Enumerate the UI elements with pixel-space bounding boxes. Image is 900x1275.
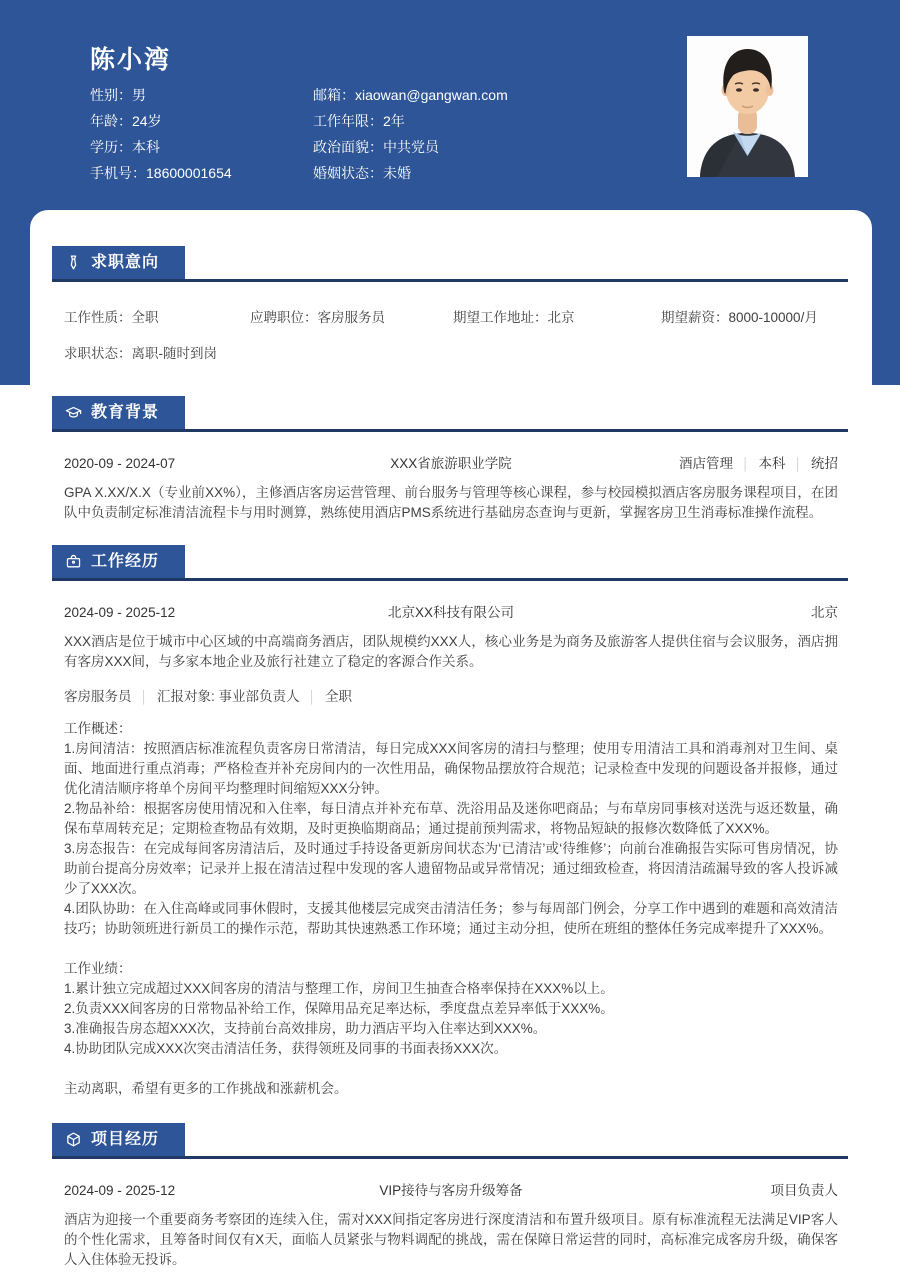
project-role: 项目负责人 [770, 1183, 838, 1198]
work-overview-item: 3.房态报告：在完成每间客房清洁后，及时通过手持设备更新房间状态为‘已清洁’或‘待维修’；向前台准确报告实际可售房情况，协助前台提高分房效率；记录并上报在清洁过程中发现的客人遗留物品或异常情况；通过细致检查，将因清洁疏漏导致的客人投诉减少了XXX次。 [64, 841, 838, 896]
info-field-gender [90, 85, 313, 105]
work-role: 客房服务员 [64, 689, 132, 704]
work-entry-row [64, 601, 838, 621]
personal-info-grid [90, 82, 508, 186]
intention-field [64, 306, 250, 326]
graduation-cap-icon [65, 404, 82, 421]
field-label: 手机号： [90, 165, 146, 181]
section-title-text: 工作经历 [91, 552, 160, 570]
field-value: 男 [132, 87, 146, 103]
id-photo [687, 36, 808, 177]
company-intro: XXX酒店是位于城市中心区域的中高端商务酒店，团队规模约XXX人，核心业务是为商务及旅游客人提供住宿与会议服务，酒店拥有客房XXX间，与多家本地企业及旅行社建立了稳定的客源合作关系。 [64, 634, 838, 669]
project-entry-row [64, 1179, 838, 1199]
work-job-type: 全职 [325, 689, 353, 704]
work-overview-item: 2.物品补给：根据客房使用情况和入住率，每日清点并补充布草、洗浴用品及迷你吧商品；与布草房同事核对送洗与返还数量，确保布草周转充足；定期检查物品有效期，及时更换临期商品；通过提前预判需求，将物品短缺的报修次数降低了XXX%。 [64, 801, 838, 836]
section-intention-header [52, 246, 848, 282]
section-intention-body [30, 306, 872, 362]
section-title-text: 教育背景 [91, 403, 160, 421]
field-value: 未婚 [383, 165, 411, 181]
project-description: 酒店为迎接一个重要商务考察团的连续入住，需对XXX间指定客房进行深度清洁和布置升级项目。原有标准流程无法满足VIP客人的个性化需求，且筹备时间仅有X天，面临人员紧张与物料调配的挑战，需在保障日常运营的同时，高标准完成客房升级，确保客人入住体验无投诉。 [64, 1212, 838, 1267]
divider [733, 456, 759, 471]
work-overview-item: 1.房间清洁：按照酒店标准流程负责客房日常清洁，每日完成XXX间客房的清扫与整理；使用专用清洁工具和消毒剂对卫生间、桌面、地面进行重点消毒；严格检查并补充房间内的一次性用品，确保物品摆放符合规范；记录检查中发现的问题设备并报修，通过优化清洁顺序将单个房间平均整理时间缩短XXX分钟。 [64, 741, 838, 796]
field-value: 本科 [132, 139, 160, 155]
portrait-illustration [687, 36, 808, 177]
intention-row-2 [64, 342, 838, 362]
field-label: 求职状态： [64, 346, 132, 361]
work-overview-item: 4.团队协助：在入住高峰或同事休假时，支援其他楼层完成突击清洁任务；参与每周部门例会，分享工作中遇到的难题和高效清洁技巧；协助领班进行新员工的操作示范，帮助其快速熟悉工作环境；通过主动分担，使所在班组的整体任务完成率提升了XXX%。 [64, 901, 838, 936]
project-period: 2024-09 - 2025-12 [64, 1183, 176, 1198]
field-label: 工作性质： [64, 310, 132, 325]
field-value: 2年 [383, 113, 405, 129]
field-value: 中共党员 [383, 139, 439, 155]
work-company: 北京XX科技有限公司 [387, 605, 514, 620]
cube-icon [65, 1131, 82, 1148]
field-label: 应聘职位： [250, 310, 318, 325]
info-field-degree [90, 137, 313, 157]
work-achievements-title: 工作业绩： [64, 961, 132, 976]
work-overview-title: 工作概述： [64, 721, 132, 736]
field-label: 邮箱： [313, 87, 355, 103]
info-field-political-status [313, 137, 508, 157]
briefcase-icon [65, 553, 82, 570]
project-name: VIP接待与客房升级筹备 [379, 1183, 523, 1198]
field-value: 北京 [547, 310, 575, 325]
section-project-title [52, 1123, 185, 1156]
info-field-age [90, 111, 313, 131]
info-field-marital-status [313, 163, 508, 183]
resume-card [30, 210, 872, 1275]
field-label: 工作年限： [313, 113, 383, 129]
field-value: 8000-10000/月 [728, 310, 818, 325]
section-title-text: 项目经历 [91, 1130, 160, 1148]
divider [786, 456, 812, 471]
education-tags [628, 452, 838, 472]
field-label: 学历： [90, 139, 132, 155]
intention-field [64, 342, 838, 362]
intention-field [250, 306, 453, 326]
candidate-name: 陈小湾 [90, 46, 172, 74]
work-achievement-item: 2.负责XXX间客房的日常物品补给工作，保障用品充足率达标，季度盘点差异率低于XXX%。 [64, 1001, 614, 1016]
work-role-line [64, 685, 838, 705]
work-overview-block [64, 719, 838, 1099]
education-period: 2020-09 - 2024-07 [64, 456, 176, 471]
work-achievement-item: 3.准确报告房态超XXX次，支持前台高效排房，助力酒店平均入住率达到XXX%。 [64, 1021, 547, 1036]
field-label: 期望工作地址： [453, 310, 548, 325]
info-field-email [313, 85, 508, 105]
info-field-experience-years [313, 111, 508, 131]
section-work-header [52, 545, 848, 581]
field-value: 18600001654 [146, 165, 232, 181]
education-description: GPA X.XX/X.X（专业前XX%），主修酒店客房运营管理、前台服务与管理等核心课程，参与校园模拟酒店客房服务课程项目，在团队中负责制定标准清洁流程卡与用时测算，熟练使用酒店PMS系统进行基础房态查询与更新，掌握客房卫生消毒标准操作流程。 [64, 485, 838, 520]
education-admission-type: 统招 [811, 456, 838, 471]
field-label: 婚姻状态： [313, 165, 383, 181]
field-label: 性别： [90, 87, 132, 103]
education-entry-row [64, 452, 838, 472]
intention-row-1 [64, 306, 838, 326]
field-label: 年龄： [90, 113, 132, 129]
work-location: 北京 [811, 605, 838, 620]
education-major: 酒店管理 [679, 456, 733, 471]
education-school: XXX省旅游职业学院 [390, 456, 512, 471]
field-label: 政治面貌： [313, 139, 383, 155]
info-field-phone [90, 163, 313, 183]
section-project-body [30, 1179, 872, 1270]
tie-icon [65, 254, 82, 271]
section-work-title [52, 545, 185, 578]
field-value: 全职 [131, 310, 159, 325]
section-project-header [52, 1123, 848, 1159]
intention-field [453, 306, 661, 326]
divider [300, 689, 326, 704]
field-value: 客房服务员 [317, 310, 385, 325]
field-label: 期望薪资： [661, 310, 729, 325]
intention-field [661, 306, 838, 326]
field-value: 离职-随时到岗 [131, 346, 217, 361]
field-value: xiaowan@gangwan.com [355, 87, 508, 103]
work-period: 2024-09 - 2025-12 [64, 605, 176, 620]
field-value: 24岁 [132, 113, 162, 129]
work-achievement-item: 4.协助团队完成XXX次突击清洁任务，获得领班及同事的书面表扬XXX次。 [64, 1041, 508, 1056]
section-intention-title [52, 246, 185, 279]
section-education-header [52, 396, 848, 432]
work-leave-reason: 主动离职，希望有更多的工作挑战和涨薪机会。 [64, 1081, 348, 1096]
work-achievement-item: 1.累计独立完成超过XXX间客房的清洁与整理工作，房间卫生抽查合格率保持在XXX%以上。 [64, 981, 614, 996]
section-education-body [30, 452, 872, 523]
work-report-to: 汇报对象: 事业部负责人 [157, 689, 300, 704]
divider [132, 689, 158, 704]
education-degree: 本科 [758, 456, 786, 471]
section-work-body [30, 601, 872, 1099]
section-education-title [52, 396, 185, 429]
section-title-text: 求职意向 [91, 253, 160, 271]
